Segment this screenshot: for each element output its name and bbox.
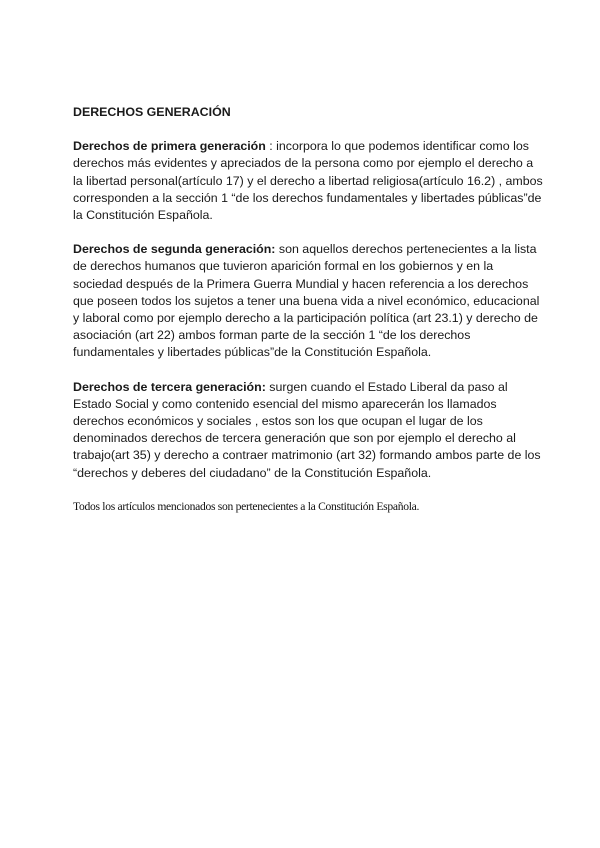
- section-heading: Derechos de primera generación: [73, 139, 266, 154]
- document-body: [73, 104, 543, 499]
- footnote: Todos los artículos mencionados son pertenecientes a la Constitución Española.: [73, 500, 420, 513]
- section-text: surgen cuando el Estado Liberal da paso al Estado Social y como contenido esencial del mismo aparecerán los llamados derechos económicos y sociales , estos son los que ocupan el lugar de los denominados derechos de tercera generación que son por ejemplo el derecho al trabajo(art 35) y derecho a contraer matrimonio (art 32) formando ambos parte de los “derechos y deberes del ciudadano” de la Constitución Española.: [73, 379, 541, 480]
- section-heading: Derechos de segunda generación:: [73, 242, 276, 257]
- section-text: son aquellos derechos pertenecientes a la lista de derechos humanos que tuvieron aparición formal en los gobiernos y en la sociedad después de la Primera Guerra Mundial y hacen referencia a los derechos que poseen todos los sujetos a tener una buena vida a nivel económico, educacional y laboral como por ejemplo derecho a la participación política (art 23.1) y derecho de asociación (art 22) ambos forman parte de la sección 1 “de los derechos fundamentales y libertades públicas”de la Constitución Española.: [73, 242, 540, 360]
- section-text: : incorpora lo que podemos identificar como los derechos más evidentes y apreciados de la persona como por ejemplo el derecho a la libertad personal(artículo 17) y el derecho a libertad religiosa(artículo 16.2) , ambos corresponden a la sección 1 “de los derechos fundamentales y libertades públicas”de la Constitución Española.: [73, 139, 543, 223]
- document-title: DERECHOS GENERACIÓN: [73, 105, 231, 119]
- section-tercera-generacion: [73, 379, 543, 482]
- section-heading: Derechos de tercera generación:: [73, 379, 266, 394]
- section-segunda-generacion: [73, 241, 543, 361]
- section-primera-generacion: [73, 138, 543, 224]
